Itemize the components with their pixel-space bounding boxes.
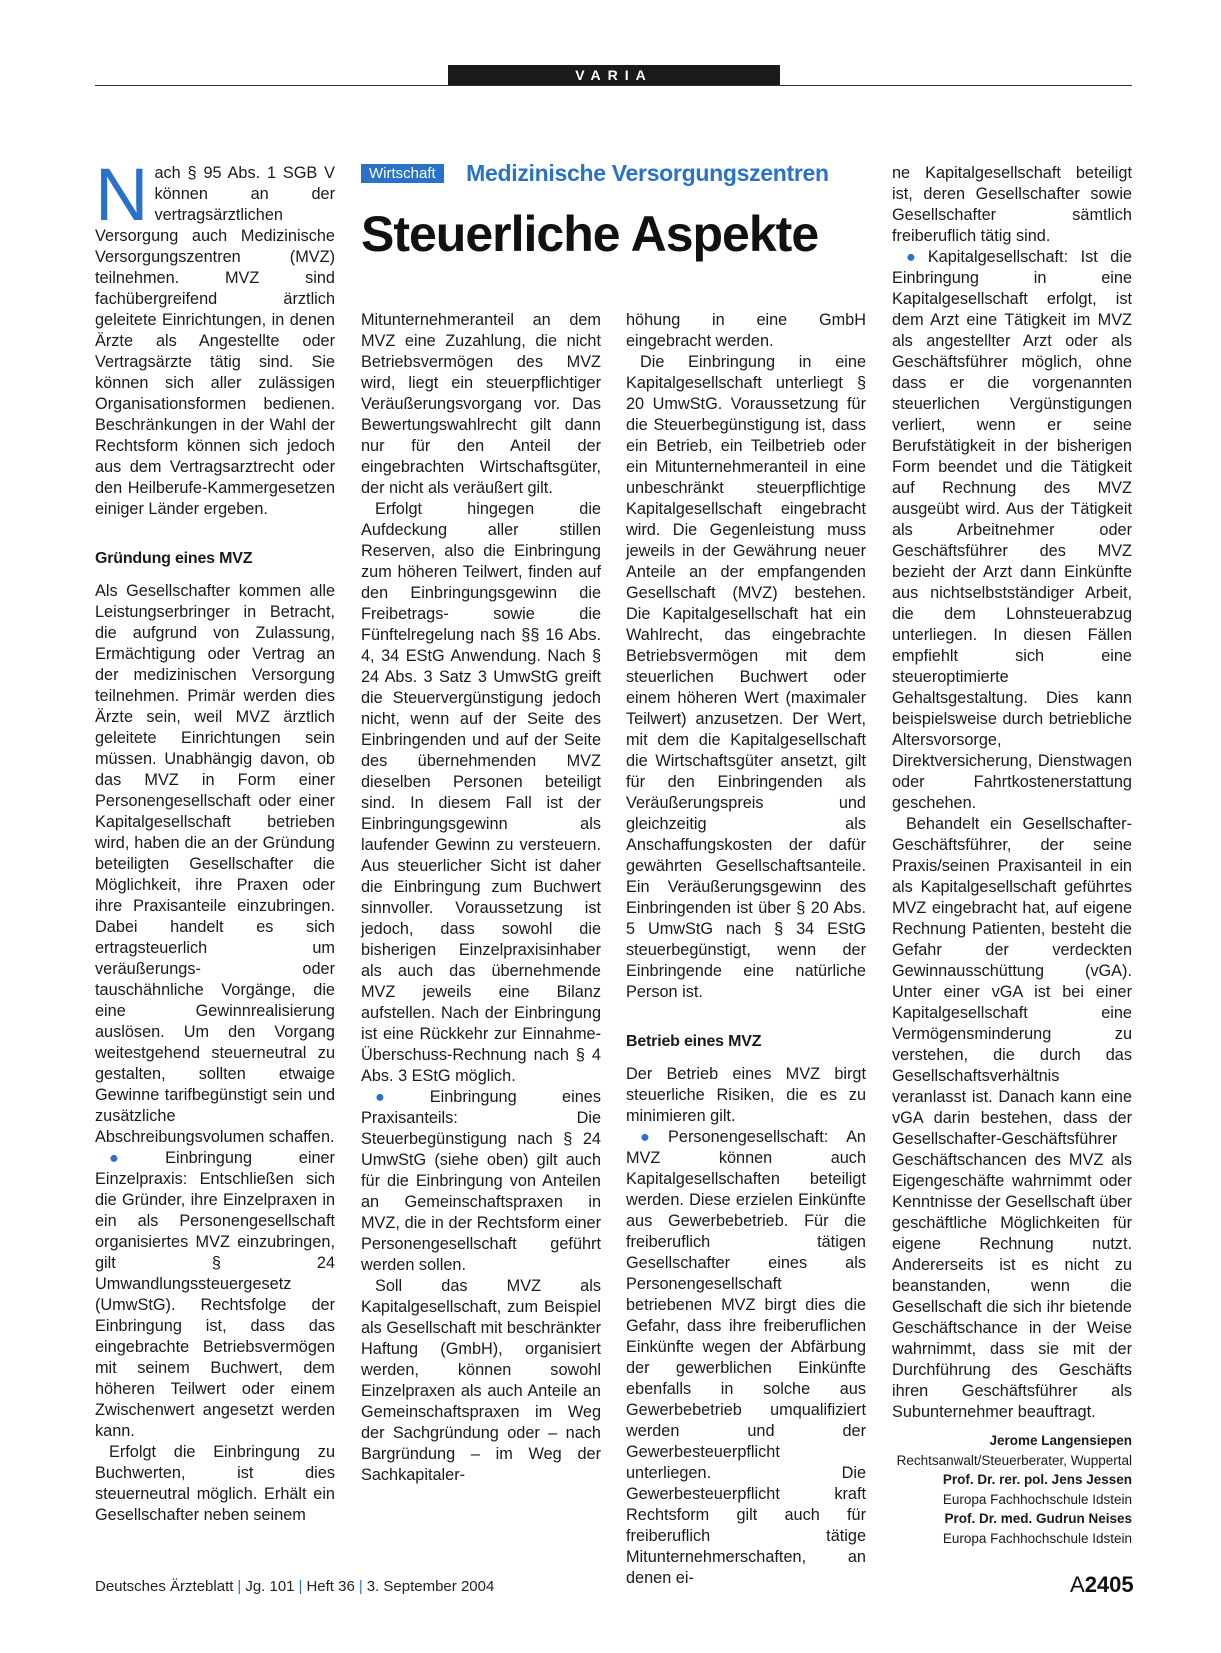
paragraph: höhung in eine GmbH eingebracht werden. xyxy=(626,311,866,350)
paragraph: Soll das MVZ als Kapitalgesellschaft, zum Beispiel als Gesellschaft mit beschränkter Haftung (GmbH), organisiert werden, können sowohl Einzelpraxen als auch Anteile an Gemeinschaftspraxen im Weg der Sachgründung oder – nach Bargründung – im Weg der Sachkapitaler- xyxy=(361,1277,601,1484)
header-rule xyxy=(95,85,1132,86)
bullet-icon: ● xyxy=(640,1128,665,1146)
paragraph: Als Gesellschafter kommen alle Leistungserbringer in Betracht, die aufgrund von Zulassung, Ermächtigung oder Vertrag an der medizinischen Versorgung teilnehmen. Primär werden dies Ärzte sein, weil MVZ ärztlich geleitete Einrichtungen sein müssen. Unabhängig davon, ob das MVZ in Form einer Personengesellschaft oder einer Kapitalgesellschaft betrieben wird, haben die an der Gründung beteiligten Gesellschafter die Möglichkeit, ihre Praxen oder ihre Praxisanteile einzubringen. Dabei handelt es sich ertragsteuerlich um veräußerungs- oder tauschähnliche Vorgänge, die eine Gewinnrealisierung auslösen. Um den Vorgang weitestgehend steuerneutral zu gestalten, sollten etwaige Gewinne tarifbegünstigt sein und zusätzliche Abschreibungsvolumen schaffen. xyxy=(95,582,335,1146)
page-number xyxy=(1070,1572,1134,1598)
column-4 xyxy=(892,163,1132,1548)
column-1 xyxy=(95,153,335,1526)
category-tag: Wirtschaft xyxy=(361,164,444,183)
bullet-paragraph xyxy=(361,1087,601,1276)
bullet-paragraph xyxy=(95,1148,335,1442)
author-affiliation: Rechtsanwalt/Steuerberater, Wuppertal xyxy=(896,1452,1132,1468)
author-affiliation: Europa Fachhochschule Idstein xyxy=(942,1530,1132,1546)
intro-paragraph xyxy=(95,153,335,520)
bullet-text: Einbringung eines Praxisanteils: Die Steuerbegünstigung nach § 24 UmwStG (siehe oben) gilt auch für die Einbringung von Anteilen an Gemeinschaftspraxen in MVZ, die in der Rechtsform einer Personengesellschaft geführt werden sollen. xyxy=(361,1088,601,1274)
column-2 xyxy=(361,310,601,1486)
section-heading-gruendung: Gründung eines MVZ xyxy=(95,550,253,567)
journal-name: Deutsches Ärzteblatt xyxy=(95,1578,234,1595)
journal-issue: Heft 36 xyxy=(306,1578,355,1595)
journal-volume: Jg. 101 xyxy=(245,1578,295,1595)
page-number-value: 2405 xyxy=(1084,1572,1134,1597)
bullet-icon: ● xyxy=(906,248,924,266)
column-3 xyxy=(626,310,866,1589)
paragraph: Behandelt ein Gesellschafter-Geschäftsführer, der seine Praxis/seinen Praxisanteil in ein als Kapitalgesellschaft geführtes MVZ eingebracht hat, auf eigene Rechnung Patienten, besteht die Gefahr der verdeckten Gewinnausschüttung (vGA). Unter einer vGA ist bei einer Kapitalgesellschaft eine Vermögensminderung zu verstehen, die durch das Gesellschaftsverhältnis veranlasst ist. Danach kann eine vGA darin bestehen, dass der Gesellschafter-Geschäftsführer Geschäftschancen des MVZ als Eigengeschäfte wahrnimmt oder Kenntnisse der Gesellschaft über geschäftliche Möglichkeiten für eigene Rechnung nutzt. Andererseits ist es nicht zu beanstanden, wenn die Gesellschaft die sich ihr bietende Geschäftschance in der Weise wahrnimmt, dass sie mit der Durchführung des Geschäfts ihren Geschäftsführer als Subunternehmer beauftragt. xyxy=(892,815,1132,1421)
footer-separator: | xyxy=(298,1578,303,1595)
bullet-icon: ● xyxy=(375,1088,426,1106)
author-name: Jerome Langensiepen xyxy=(989,1433,1132,1448)
footer-separator: | xyxy=(358,1578,363,1595)
bullet-text: Personengesellschaft: An MVZ können auch Kapitalgesellschaften beteiligt werden. Diese erzielen Einkünfte aus Gewerbebetrieb. Für die freiberuflich tätigen Gesellschafter eines als Personengesellschaft betriebenen MVZ birgt dies die Gefahr, dass ihre freiberuflichen Einkünfte wegen der Abfärbung der gewerblichen Einkünfte ebenfalls in solche aus Gewerbebetrieb umqualifiziert werden und der Gewerbesteuerpflicht unterliegen. Die Gewerbesteuerpflicht kraft Rechtsform gilt auch für freiberuflich tätige Mitunternehmerschaften, an denen ei- xyxy=(626,1128,866,1587)
section-label: VARIA xyxy=(448,65,780,85)
bullet-paragraph xyxy=(626,1127,866,1589)
article-header xyxy=(361,160,866,263)
author-name: Prof. Dr. rer. pol. Jens Jessen xyxy=(942,1472,1132,1487)
author-name: Prof. Dr. med. Gudrun Neises xyxy=(944,1511,1132,1526)
author-affiliation: Europa Fachhochschule Idstein xyxy=(942,1491,1132,1507)
author-block xyxy=(892,1431,1132,1548)
article-kicker: Medizinische Versorgungszentren xyxy=(466,160,829,186)
bullet-text: Einbringung einer Einzelpraxis: Entschließen sich die Gründer, ihre Einzelpraxen in ein als Personengesellschaft organisiertes MVZ einzubringen, gilt § 24 Umwandlungssteuergesetz (UmwStG). Rechtsfolge der Einbringung ist, dass das eingebrachte Betriebsvermögen mit seinem Buchwert, dem höheren Teilwert oder einem Zwischenwert angesetzt werden kann. xyxy=(95,1149,335,1440)
drop-cap: N xyxy=(95,153,149,236)
paragraph: ne Kapitalgesellschaft beteiligt ist, deren Gesellschafter sowie Gesellschafter sämtlich freiberuflich tätig sind. xyxy=(892,164,1132,245)
section-heading-betrieb: Betrieb eines MVZ xyxy=(626,1033,762,1050)
footer-separator: | xyxy=(237,1578,242,1595)
bullet-icon: ● xyxy=(109,1149,162,1167)
paragraph: Erfolgt hingegen die Aufdeckung aller stillen Reserven, also die Einbringung zum höheren Teilwert, finden auf den Einbringungsgewinn die Freibetrags- sowie die Fünftelregelung nach §§ 16 Abs. 4, 34 EStG Anwendung. Nach § 24 Abs. 3 Satz 3 UmwStG greift die Steuervergünstigung jedoch nicht, wenn auf der Seite des Einbringenden und auf der Seite des übernehmenden MVZ dieselben Personen beteiligt sind. In diesem Fall ist der Einbringungsgewinn als laufender Gewinn zu versteuern. Aus steuerlicher Sicht ist daher die Einbringung zum Buchwert sinnvoller. Voraussetzung ist jedoch, dass sowohl die bisherigen Einzelpraxisinhaber als auch das übernehmende MVZ jeweils eine Bilanz aufstellen. Nach der Einbringung ist eine Rückkehr zur Einnahme-Überschuss-Rechnung nach § 4 Abs. 3 EStG möglich. xyxy=(361,500,601,1085)
bullet-paragraph xyxy=(892,247,1132,814)
issue-date: 3. September 2004 xyxy=(366,1578,495,1595)
intro-text: ach § 95 Abs. 1 SGB V können an der vertragsärztlichen Versorgung auch Medizinische Versorgungszentren (MVZ) teilnehmen. MVZ sind fachübergreifend ärztlich geleitete Einrichtungen, in denen Ärzte als Angestellte oder Vertragsärzte tätig sind. Sie können sich aller zulässigen Organisationsformen bedienen. Beschränkungen in der Wahl der Rechtsform können sich jedoch aus dem Vertragsarztrecht oder den Heilberufe-Kammergesetzen einiger Länder ergeben. xyxy=(95,164,335,518)
page-footer xyxy=(95,1578,494,1595)
bullet-text: Kapitalgesellschaft: Ist die Einbringung in eine Kapitalgesellschaft erfolgt, ist dem Arzt eine Tätigkeit im MVZ als angestellter Arzt oder als Geschäftsführer möglich, ohne dass er die vorgenannten steuerlichen Vergünstigungen verliert, wenn er seine Berufstätigkeit in der bisherigen Form beendet und die Tätigkeit auf Rechnung des MVZ ausgeübt wird. Aus der Tätigkeit als Arbeitnehmer oder Geschäftsführer des MVZ bezieht der Arzt dann Einkünfte aus nichtselbstständiger Arbeit, die dem Lohnsteuerabzug unterliegen. In diesen Fällen empfiehlt sich eine steueroptimierte Gehaltsgestaltung. Dies kann beispielsweise durch betriebliche Altersvorsorge, Direktversicherung, Dienstwagen oder Fahrtkostenerstattung geschehen. xyxy=(892,248,1132,812)
paragraph: Der Betrieb eines MVZ birgt steuerliche Risiken, die es zu minimieren gilt. xyxy=(626,1065,866,1125)
paragraph: Die Einbringung in eine Kapitalgesellschaft unterliegt § 20 UmwStG. Voraussetzung für die Steuerbegünstigung ist, dass ein Betrieb, ein Teilbetrieb oder ein Mitunternehmeranteil in eine unbeschränkt steuerpflichtige Kapitalgesellschaft eingebracht wird. Die Gegenleistung muss jeweils in der Gewährung neuer Anteile an der empfangenden Gesellschaft (MVZ) bestehen. Die Kapitalgesellschaft hat ein Wahlrecht, das eingebrachte Betriebsvermögen mit dem steuerlichen Buchwert oder einem höheren Wert (maximaler Teilwert) anzusetzen. Der Wert, mit dem die Kapitalgesellschaft die Wirtschaftsgüter ansetzt, gilt für den Einbringenden als Veräußerungspreis und gleichzeitig als Anschaffungskosten der dafür gewährten Gesellschaftsanteile. Ein Veräußerungsgewinn des Einbringenden ist über § 20 Abs. 5 UmwStG nach § 34 EStG steuerbegünstigt, wenn der Einbringende eine natürliche Person ist. xyxy=(626,353,866,1001)
article-headline: Steuerliche Aspekte xyxy=(361,206,819,262)
paragraph: Erfolgt die Einbringung zu Buchwerten, ist dies steuerneutral möglich. Erhält ein Gesellschafter neben seinem xyxy=(95,1443,335,1524)
page-prefix: A xyxy=(1070,1572,1085,1597)
paragraph: Mitunternehmeranteil an dem MVZ eine Zuzahlung, die nicht Betriebsvermögen des MVZ wird, liegt ein steuerpflichtiger Veräußerungsvorgang vor. Das Bewertungswahlrecht gilt dann nur für den Anteil der eingebrachten Wirtschaftsgüter, der nicht als veräußert gilt. xyxy=(361,311,601,497)
